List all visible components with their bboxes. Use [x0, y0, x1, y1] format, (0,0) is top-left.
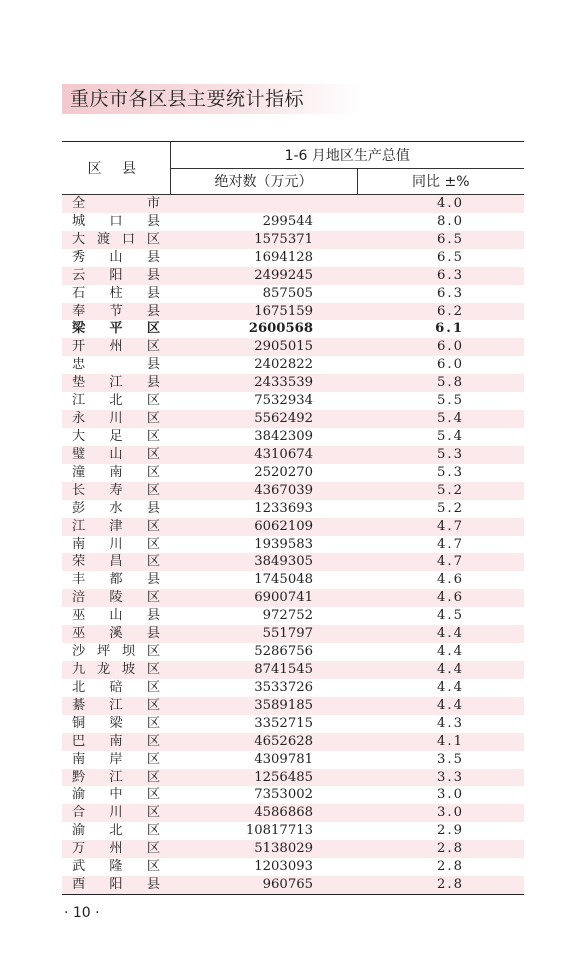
yoy-value: 3.5 — [357, 751, 524, 769]
region-name-char: 区 — [146, 393, 160, 409]
stats-table — [62, 141, 524, 894]
region-name-char: 万 — [72, 841, 86, 857]
header-yoy: 同比 ±% — [357, 168, 524, 195]
region-name-char: 渝 — [72, 823, 86, 839]
yoy-value: 6.0 — [357, 356, 524, 374]
region-name-char: 忠 — [72, 357, 86, 373]
yoy-value: 4.4 — [357, 643, 524, 661]
yoy-value: 4.5 — [357, 607, 524, 625]
region-name-char: 江 — [109, 697, 123, 713]
region-name-char: 津 — [109, 518, 123, 534]
table-row — [62, 410, 524, 428]
table-row — [62, 751, 524, 769]
absolute-value — [170, 195, 357, 213]
region-name — [62, 733, 170, 751]
absolute-value: 1233693 — [170, 500, 357, 518]
region-name-char: 山 — [109, 249, 123, 265]
region-name-char: 铜 — [72, 715, 86, 731]
yoy-value: 2.8 — [357, 858, 524, 876]
absolute-value: 1256485 — [170, 769, 357, 787]
region-name — [62, 769, 170, 787]
region-name-char: 区 — [146, 805, 160, 821]
absolute-value: 4652628 — [170, 733, 357, 751]
yoy-value: 2.8 — [357, 876, 524, 894]
table-row — [62, 356, 524, 374]
region-name-char: 沙 — [72, 644, 86, 660]
region-name-char: 云 — [72, 267, 86, 283]
absolute-value: 6900741 — [170, 589, 357, 607]
yoy-value: 4.4 — [357, 625, 524, 643]
region-name-char: 节 — [109, 303, 123, 319]
yoy-value: 4.4 — [357, 661, 524, 679]
table-row — [62, 195, 524, 213]
table-row — [62, 500, 524, 518]
region-name-char: 川 — [109, 411, 123, 427]
table-row — [62, 804, 524, 822]
region-name-char: 区 — [146, 590, 160, 606]
region-name-char: 区 — [146, 697, 160, 713]
page-title: 重庆市各区县主要统计指标 — [70, 88, 305, 110]
yoy-value: 3.3 — [357, 769, 524, 787]
region-name-char: 合 — [72, 805, 86, 821]
region-name-char: 江 — [109, 375, 123, 391]
absolute-value: 7353002 — [170, 786, 357, 804]
region-name — [62, 356, 170, 374]
yoy-value: 5.4 — [357, 410, 524, 428]
region-name — [62, 536, 170, 554]
region-name-char: 区 — [146, 536, 160, 552]
table-row — [62, 518, 524, 536]
absolute-value: 3849305 — [170, 553, 357, 571]
table-row — [62, 858, 524, 876]
region-name-char: 川 — [109, 805, 123, 821]
region-name-char: 山 — [109, 608, 123, 624]
region-name-char: 柱 — [109, 285, 123, 301]
yoy-value: 2.9 — [357, 822, 524, 840]
region-name-char: 黔 — [72, 769, 86, 785]
absolute-value: 10817713 — [170, 822, 357, 840]
region-name-char: 县 — [146, 249, 160, 265]
yoy-value: 4.3 — [357, 715, 524, 733]
region-name — [62, 374, 170, 392]
yoy-value: 5.2 — [357, 500, 524, 518]
region-name-char: 县 — [146, 375, 160, 391]
region-name — [62, 786, 170, 804]
table-row — [62, 840, 524, 858]
region-name-char: 全 — [72, 196, 86, 211]
region-name-char: 溪 — [109, 626, 123, 642]
yoy-value: 5.3 — [357, 446, 524, 464]
region-name — [62, 320, 170, 338]
region-name-char: 区 — [146, 769, 160, 785]
table-row — [62, 715, 524, 733]
region-name-char: 县 — [146, 626, 160, 642]
region-name-char: 区 — [146, 841, 160, 857]
region-name-char: 县 — [146, 303, 160, 319]
region-name — [62, 464, 170, 482]
absolute-value: 972752 — [170, 607, 357, 625]
region-name — [62, 607, 170, 625]
yoy-value: 4.0 — [357, 195, 524, 213]
yoy-value: 4.6 — [357, 571, 524, 589]
region-name-char: 阳 — [109, 877, 123, 893]
absolute-value: 6062109 — [170, 518, 357, 536]
region-name-char: 县 — [146, 877, 160, 893]
region-name — [62, 553, 170, 571]
region-name-char: 县 — [146, 608, 160, 624]
absolute-value: 1745048 — [170, 571, 357, 589]
absolute-value: 4586868 — [170, 804, 357, 822]
yoy-value: 6.5 — [357, 231, 524, 249]
region-name-char: 川 — [109, 536, 123, 552]
yoy-value: 6.5 — [357, 249, 524, 267]
region-name-char: 区 — [146, 679, 160, 695]
region-name-char: 涪 — [72, 590, 86, 606]
stats-table-container — [62, 141, 524, 895]
yoy-value: 5.5 — [357, 392, 524, 410]
header-region: 区 县 — [62, 142, 170, 195]
region-name — [62, 500, 170, 518]
absolute-value: 3352715 — [170, 715, 357, 733]
region-name-char: 江 — [72, 393, 86, 409]
region-name — [62, 876, 170, 894]
region-name-char: 丰 — [72, 572, 86, 588]
yoy-value: 6.3 — [357, 267, 524, 285]
region-name-char: 北 — [109, 823, 123, 839]
region-name-char: 綦 — [72, 697, 86, 713]
region-name-char: 寿 — [109, 482, 123, 498]
region-name-char: 区 — [146, 644, 160, 660]
region-name-char: 隆 — [109, 859, 123, 875]
table-bottom-rule — [62, 894, 524, 895]
table-row — [62, 643, 524, 661]
yoy-value: 4.4 — [357, 679, 524, 697]
region-name — [62, 858, 170, 876]
region-name — [62, 249, 170, 267]
region-name — [62, 751, 170, 769]
absolute-value: 857505 — [170, 285, 357, 303]
region-name — [62, 804, 170, 822]
region-name — [62, 338, 170, 356]
region-name — [62, 428, 170, 446]
region-name-char: 平 — [109, 321, 123, 337]
region-name-char: 口 — [109, 213, 123, 229]
region-name-char: 南 — [72, 751, 86, 767]
absolute-value: 2905015 — [170, 338, 357, 356]
yoy-value: 2.8 — [357, 840, 524, 858]
region-name-char: 南 — [109, 733, 123, 749]
region-name-char: 县 — [146, 357, 160, 373]
region-name-char: 区 — [146, 464, 160, 480]
region-name-char: 区 — [146, 859, 160, 875]
table-row — [62, 876, 524, 894]
yoy-value: 4.1 — [357, 733, 524, 751]
absolute-value: 1575371 — [170, 231, 357, 249]
absolute-value: 1939583 — [170, 536, 357, 554]
table-row — [62, 697, 524, 715]
region-name-char: 梁 — [72, 321, 86, 337]
region-name — [62, 392, 170, 410]
yoy-value: 3.0 — [357, 786, 524, 804]
region-name-char: 区 — [146, 733, 160, 749]
absolute-value: 1694128 — [170, 249, 357, 267]
region-name-char: 阳 — [109, 267, 123, 283]
region-name-char: 龙 — [96, 661, 111, 677]
region-name-char: 区 — [146, 411, 160, 427]
region-name-char: 彭 — [72, 500, 86, 516]
region-name-char: 山 — [109, 446, 123, 462]
region-name-char: 陵 — [109, 590, 123, 606]
region-name — [62, 410, 170, 428]
region-name-char: 垫 — [72, 375, 86, 391]
region-name-char: 区 — [146, 428, 160, 444]
yoy-value: 4.6 — [357, 589, 524, 607]
region-name — [62, 822, 170, 840]
table-row — [62, 231, 524, 249]
yoy-value: 6.2 — [357, 303, 524, 321]
region-name-char: 口 — [121, 231, 136, 247]
region-name — [62, 571, 170, 589]
region-name-char: 区 — [146, 339, 160, 355]
absolute-value: 8741545 — [170, 661, 357, 679]
absolute-value: 4309781 — [170, 751, 357, 769]
table-row — [62, 320, 524, 338]
region-name-char: 坡 — [121, 661, 136, 677]
region-name-char: 坝 — [121, 644, 136, 660]
yoy-value: 5.8 — [357, 374, 524, 392]
region-name — [62, 840, 170, 858]
region-name — [62, 679, 170, 697]
absolute-value: 2402822 — [170, 356, 357, 374]
absolute-value: 5562492 — [170, 410, 357, 428]
absolute-value: 4367039 — [170, 482, 357, 500]
region-name-char: 梁 — [109, 715, 123, 731]
region-name-char: 县 — [146, 213, 160, 229]
region-name — [62, 518, 170, 536]
table-row — [62, 213, 524, 231]
region-name-char: 大 — [72, 231, 86, 247]
region-name-char: 县 — [146, 572, 160, 588]
absolute-value: 1203093 — [170, 858, 357, 876]
region-name — [62, 589, 170, 607]
table-row — [62, 786, 524, 804]
absolute-value: 7532934 — [170, 392, 357, 410]
yoy-value: 4.7 — [357, 553, 524, 571]
region-name-char: 璧 — [72, 446, 86, 462]
absolute-value: 2520270 — [170, 464, 357, 482]
region-name-char: 南 — [109, 464, 123, 480]
absolute-value: 3589185 — [170, 697, 357, 715]
region-name-char: 都 — [109, 572, 123, 588]
absolute-value: 4310674 — [170, 446, 357, 464]
absolute-value: 960765 — [170, 876, 357, 894]
region-name-char: 中 — [109, 787, 123, 803]
region-name-char: 长 — [72, 482, 86, 498]
region-name-char: 潼 — [72, 464, 86, 480]
region-name-char: 市 — [146, 196, 160, 211]
region-name-char: 江 — [72, 518, 86, 534]
region-name-char: 区 — [146, 823, 160, 839]
region-name — [62, 267, 170, 285]
yoy-value: 6.1 — [357, 320, 524, 338]
region-name-char: 碚 — [109, 679, 123, 695]
region-name-char: 渝 — [72, 787, 86, 803]
yoy-value: 5.2 — [357, 482, 524, 500]
region-name — [62, 195, 170, 213]
region-name-char: 巴 — [72, 733, 86, 749]
table-row — [62, 482, 524, 500]
table-row — [62, 464, 524, 482]
table-row — [62, 446, 524, 464]
region-name-char: 区 — [146, 554, 160, 570]
region-name-char: 区 — [146, 446, 160, 462]
region-name-char: 县 — [146, 285, 160, 301]
region-name-char: 区 — [146, 231, 160, 247]
table-row — [62, 571, 524, 589]
absolute-value: 3842309 — [170, 428, 357, 446]
table-row — [62, 267, 524, 285]
table-row — [62, 589, 524, 607]
region-name-char: 足 — [109, 428, 123, 444]
table-row — [62, 536, 524, 554]
region-name-char: 昌 — [109, 554, 123, 570]
region-name-char: 巫 — [72, 608, 86, 624]
yoy-value: 5.3 — [357, 464, 524, 482]
yoy-value: 4.7 — [357, 518, 524, 536]
region-name-char: 北 — [109, 393, 123, 409]
region-name-char: 岸 — [109, 751, 123, 767]
absolute-value: 1675159 — [170, 303, 357, 321]
table-row — [62, 338, 524, 356]
absolute-value: 5286756 — [170, 643, 357, 661]
region-name — [62, 213, 170, 231]
table-row — [62, 607, 524, 625]
region-name-char: 武 — [72, 859, 86, 875]
absolute-value: 5138029 — [170, 840, 357, 858]
region-name-char: 州 — [109, 841, 123, 857]
absolute-value: 3533726 — [170, 679, 357, 697]
region-name-char: 南 — [72, 536, 86, 552]
header-gdp: 1-6 月地区生产总值 — [170, 142, 524, 169]
region-name-char: 区 — [146, 518, 160, 534]
table-row — [62, 769, 524, 787]
absolute-value: 299544 — [170, 213, 357, 231]
region-name-char: 区 — [146, 661, 160, 677]
region-name-char: 永 — [72, 411, 86, 427]
region-name-char: 石 — [72, 285, 86, 301]
table-row — [62, 679, 524, 697]
region-name — [62, 661, 170, 679]
region-name-char: 区 — [146, 715, 160, 731]
table-body — [62, 195, 524, 894]
region-name — [62, 285, 170, 303]
region-name-char: 区 — [146, 321, 160, 337]
table-row — [62, 625, 524, 643]
table-row — [62, 661, 524, 679]
yoy-value: 4.4 — [357, 697, 524, 715]
region-name-char: 水 — [109, 500, 123, 516]
table-row — [62, 303, 524, 321]
yoy-value: 6.3 — [357, 285, 524, 303]
region-name-char: 县 — [146, 500, 160, 516]
yoy-value: 5.4 — [357, 428, 524, 446]
region-name-char: 渡 — [96, 231, 111, 247]
region-name-char: 酉 — [72, 877, 86, 893]
region-name-char: 奉 — [72, 303, 86, 319]
region-name-char: 城 — [72, 213, 86, 229]
region-name — [62, 303, 170, 321]
yoy-value: 4.7 — [357, 536, 524, 554]
table-row — [62, 392, 524, 410]
table-row — [62, 285, 524, 303]
absolute-value: 2600568 — [170, 320, 357, 338]
region-name-char: 区 — [146, 751, 160, 767]
table-row — [62, 733, 524, 751]
region-name — [62, 697, 170, 715]
region-name-char: 开 — [72, 339, 86, 355]
region-name-char: 区 — [146, 482, 160, 498]
region-name — [62, 231, 170, 249]
absolute-value: 2433539 — [170, 374, 357, 392]
table-row — [62, 249, 524, 267]
region-name — [62, 446, 170, 464]
yoy-value: 8.0 — [357, 213, 524, 231]
region-name — [62, 715, 170, 733]
absolute-value: 2499245 — [170, 267, 357, 285]
absolute-value: 551797 — [170, 625, 357, 643]
region-name-char: 荣 — [72, 554, 86, 570]
table-row — [62, 374, 524, 392]
header-absolute: 绝对数（万元） — [170, 168, 357, 195]
region-name-char: 县 — [146, 267, 160, 283]
yoy-value: 3.0 — [357, 804, 524, 822]
region-name-char: 大 — [72, 428, 86, 444]
table-row — [62, 822, 524, 840]
region-name-char: 坪 — [96, 644, 111, 660]
yoy-value: 6.0 — [357, 338, 524, 356]
region-name — [62, 482, 170, 500]
page-number: · 10 · — [64, 905, 100, 921]
region-name — [62, 643, 170, 661]
region-name-char: 秀 — [72, 249, 86, 265]
region-name-char: 北 — [72, 679, 86, 695]
region-name-char: 州 — [109, 339, 123, 355]
region-name-char: 九 — [72, 661, 86, 677]
region-name-char: 巫 — [72, 626, 86, 642]
table-row — [62, 553, 524, 571]
region-name — [62, 625, 170, 643]
table-row — [62, 428, 524, 446]
region-name-char: 江 — [109, 769, 123, 785]
region-name-char: 区 — [146, 787, 160, 803]
